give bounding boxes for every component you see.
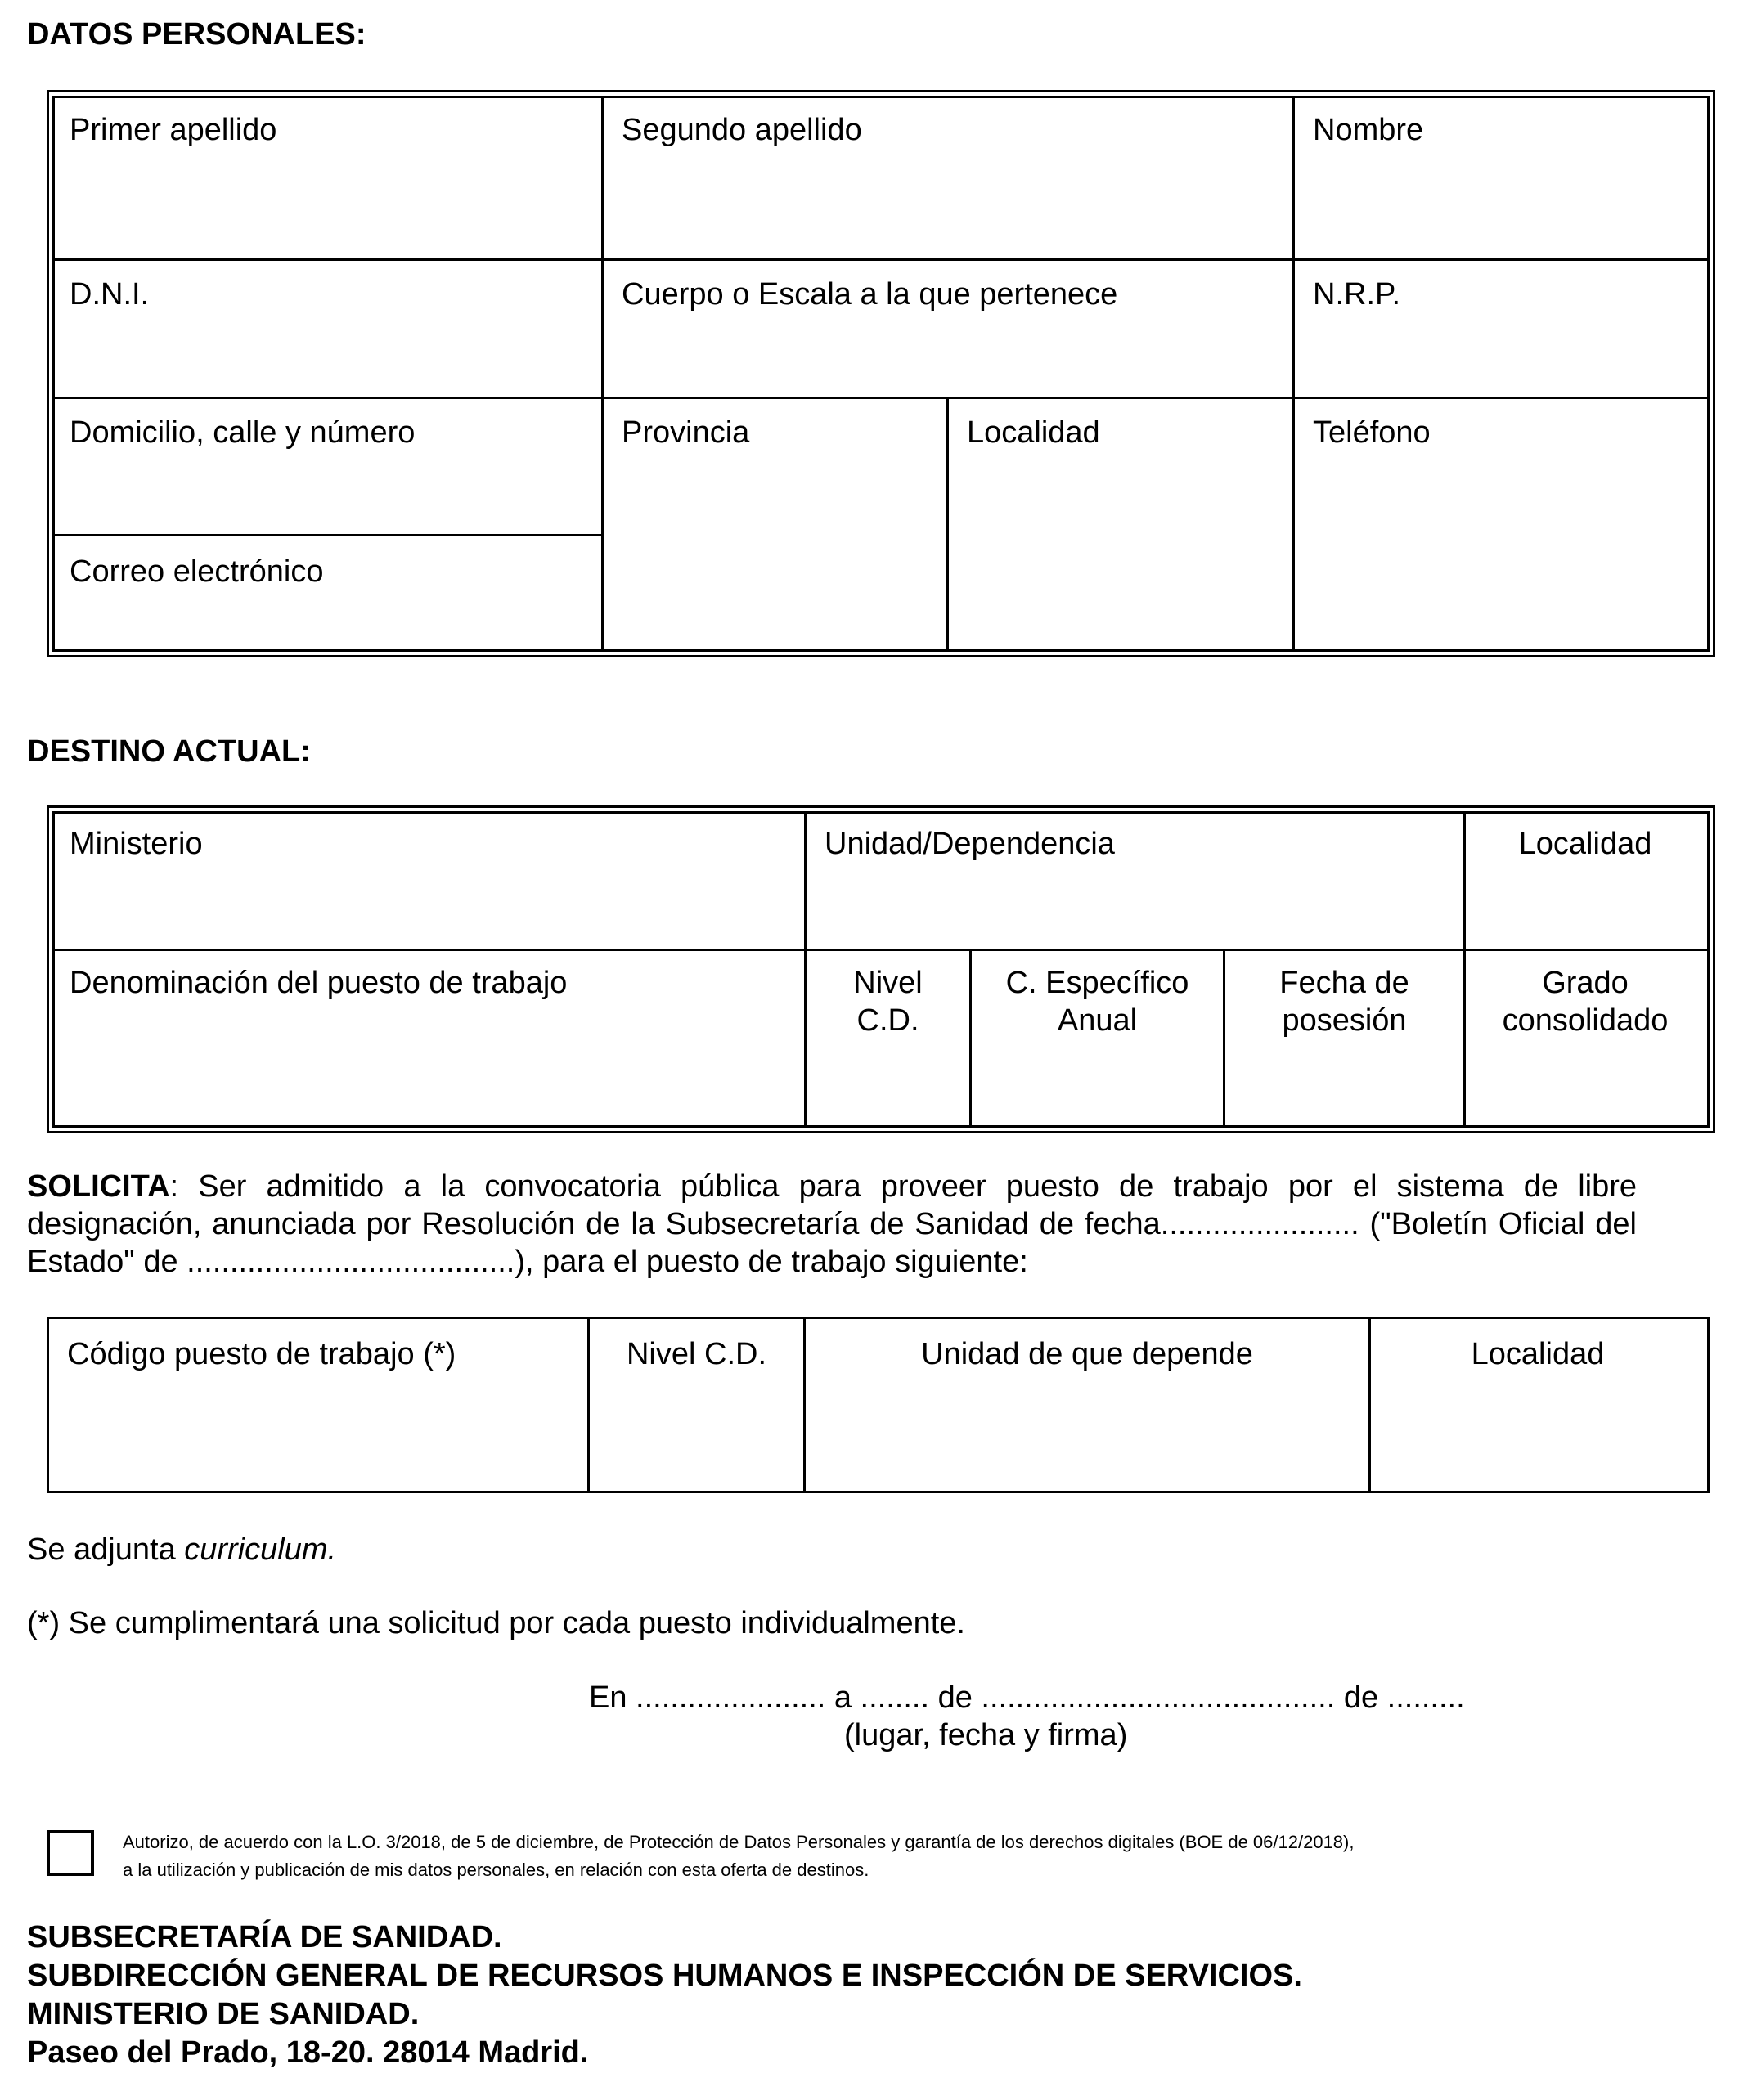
segundo-apellido-label: Segundo apellido <box>622 113 862 147</box>
unidad-depende-field[interactable] <box>806 1319 1368 1491</box>
solicita-paragraph <box>27 1168 1637 1281</box>
cuerpo-escala-field[interactable] <box>604 261 1292 397</box>
nombre-label: Nombre <box>1313 113 1424 147</box>
provincia-field[interactable] <box>604 399 946 647</box>
adjunta-curriculum: curriculum. <box>184 1532 337 1567</box>
puesto-localidad-label: Localidad <box>1471 1337 1605 1371</box>
section-heading-datos-personales: DATOS PERSONALES: <box>27 17 366 52</box>
puesto-nivel-cd-field[interactable] <box>590 1319 803 1491</box>
destino-localidad-field[interactable] <box>1466 814 1705 949</box>
fecha-label-line1: Fecha de <box>1279 966 1409 1000</box>
nivel-cd-field[interactable] <box>807 951 969 1123</box>
correo-label: Correo electrónico <box>70 554 324 589</box>
footer-line-direccion: Paseo del Prado, 18-20. 28014 Madrid. <box>27 2035 589 2070</box>
telefono-label: Teléfono <box>1313 415 1431 450</box>
localidad-field[interactable] <box>949 399 1292 647</box>
ministerio-label: Ministerio <box>70 827 203 861</box>
denominacion-puesto-field[interactable] <box>55 951 804 1123</box>
especifico-label-line2: Anual <box>1057 1003 1138 1038</box>
nombre-field[interactable] <box>1295 98 1705 258</box>
dni-field[interactable] <box>55 261 601 397</box>
consent-text-line2: a la utilización y publicación de mis datos personales, en relación con esta oferta de destinos. <box>123 1860 870 1880</box>
footer-address <box>27 1918 1302 2072</box>
localidad-label: Localidad <box>967 415 1100 450</box>
domicilio-field[interactable] <box>55 399 601 534</box>
solicita-label: SOLICITA <box>27 1169 170 1204</box>
fecha-posesion-field[interactable] <box>1225 951 1463 1123</box>
provincia-label: Provincia <box>622 415 750 450</box>
unidad-dependencia-field[interactable] <box>807 814 1463 949</box>
adjunta-prefix: Se adjunta <box>27 1532 185 1567</box>
footer-line-subsecretaria: SUBSECRETARÍA DE SANIDAD. <box>27 1920 502 1954</box>
cuerpo-escala-label: Cuerpo o Escala a la que pertenece <box>622 277 1118 312</box>
unidad-depende-label: Unidad de que depende <box>921 1337 1253 1371</box>
correo-field[interactable] <box>55 536 601 647</box>
nivel-label-line2: C.D. <box>856 1003 919 1038</box>
destino-localidad-label: Localidad <box>1518 827 1652 861</box>
asterisk-note: (*) Se cumplimentará una solicitud por cada puesto individualmente. <box>27 1606 965 1640</box>
primer-apellido-label: Primer apellido <box>70 113 277 147</box>
adjunta-note <box>27 1531 336 1568</box>
denominacion-puesto-label: Denominación del puesto de trabajo <box>70 966 568 1000</box>
grado-label-line2: consolidado <box>1502 1003 1669 1038</box>
consent-checkbox[interactable] <box>47 1830 94 1876</box>
consent-text-line1: Autorizo, de acuerdo con la L.O. 3/2018, de 5 de diciembre, de Protección de Datos Personales y garantía de los derechos digitales (BOE de 06/12/2018), <box>123 1832 1355 1852</box>
puesto-nivel-cd-label: Nivel C.D. <box>626 1337 767 1371</box>
c-especifico-field[interactable] <box>972 951 1223 1123</box>
fecha-label-line2: posesión <box>1282 1003 1407 1038</box>
consent-text <box>123 1829 1354 1884</box>
signature-caption: (lugar, fecha y firma) <box>844 1718 1128 1752</box>
telefono-field[interactable] <box>1295 399 1705 647</box>
segundo-apellido-field[interactable] <box>604 98 1292 258</box>
nrp-label: N.R.P. <box>1313 277 1401 312</box>
footer-line-subdireccion: SUBDIRECCIÓN GENERAL DE RECURSOS HUMANOS E INSPECCIÓN DE SERVICIOS. <box>27 1959 1302 1993</box>
signature-line[interactable]: En ...................... a ........ de ......................................... de ......... <box>589 1680 1465 1715</box>
codigo-puesto-label: Código puesto de trabajo (*) <box>67 1337 456 1371</box>
footer-line-ministerio: MINISTERIO DE SANIDAD. <box>27 1997 420 2031</box>
primer-apellido-field[interactable] <box>55 98 601 258</box>
grado-consolidado-field[interactable] <box>1466 951 1705 1123</box>
puesto-localidad-field[interactable] <box>1371 1319 1705 1491</box>
especifico-label-line1: C. Específico <box>1005 966 1189 1000</box>
grado-label-line1: Grado <box>1542 966 1629 1000</box>
unidad-dependencia-label: Unidad/Dependencia <box>825 827 1115 861</box>
solicita-text: : Ser admitido a la convocatoria pública para proveer puesto de trabajo por el sistema de libre designación, anunciada por Resolución de la Subsecretaría de Sanidad de fecha....................... ("Boletín Oficial del Estado" de ......................................), para el puesto de trabajo siguiente: <box>27 1169 1637 1279</box>
domicilio-label: Domicilio, calle y número <box>70 415 416 450</box>
ministerio-field[interactable] <box>55 814 804 949</box>
nivel-label-line1: Nivel <box>853 966 923 1000</box>
section-heading-destino-actual: DESTINO ACTUAL: <box>27 734 311 769</box>
dni-label: D.N.I. <box>70 277 150 312</box>
codigo-puesto-field[interactable] <box>49 1319 587 1491</box>
nrp-field[interactable] <box>1295 261 1705 397</box>
